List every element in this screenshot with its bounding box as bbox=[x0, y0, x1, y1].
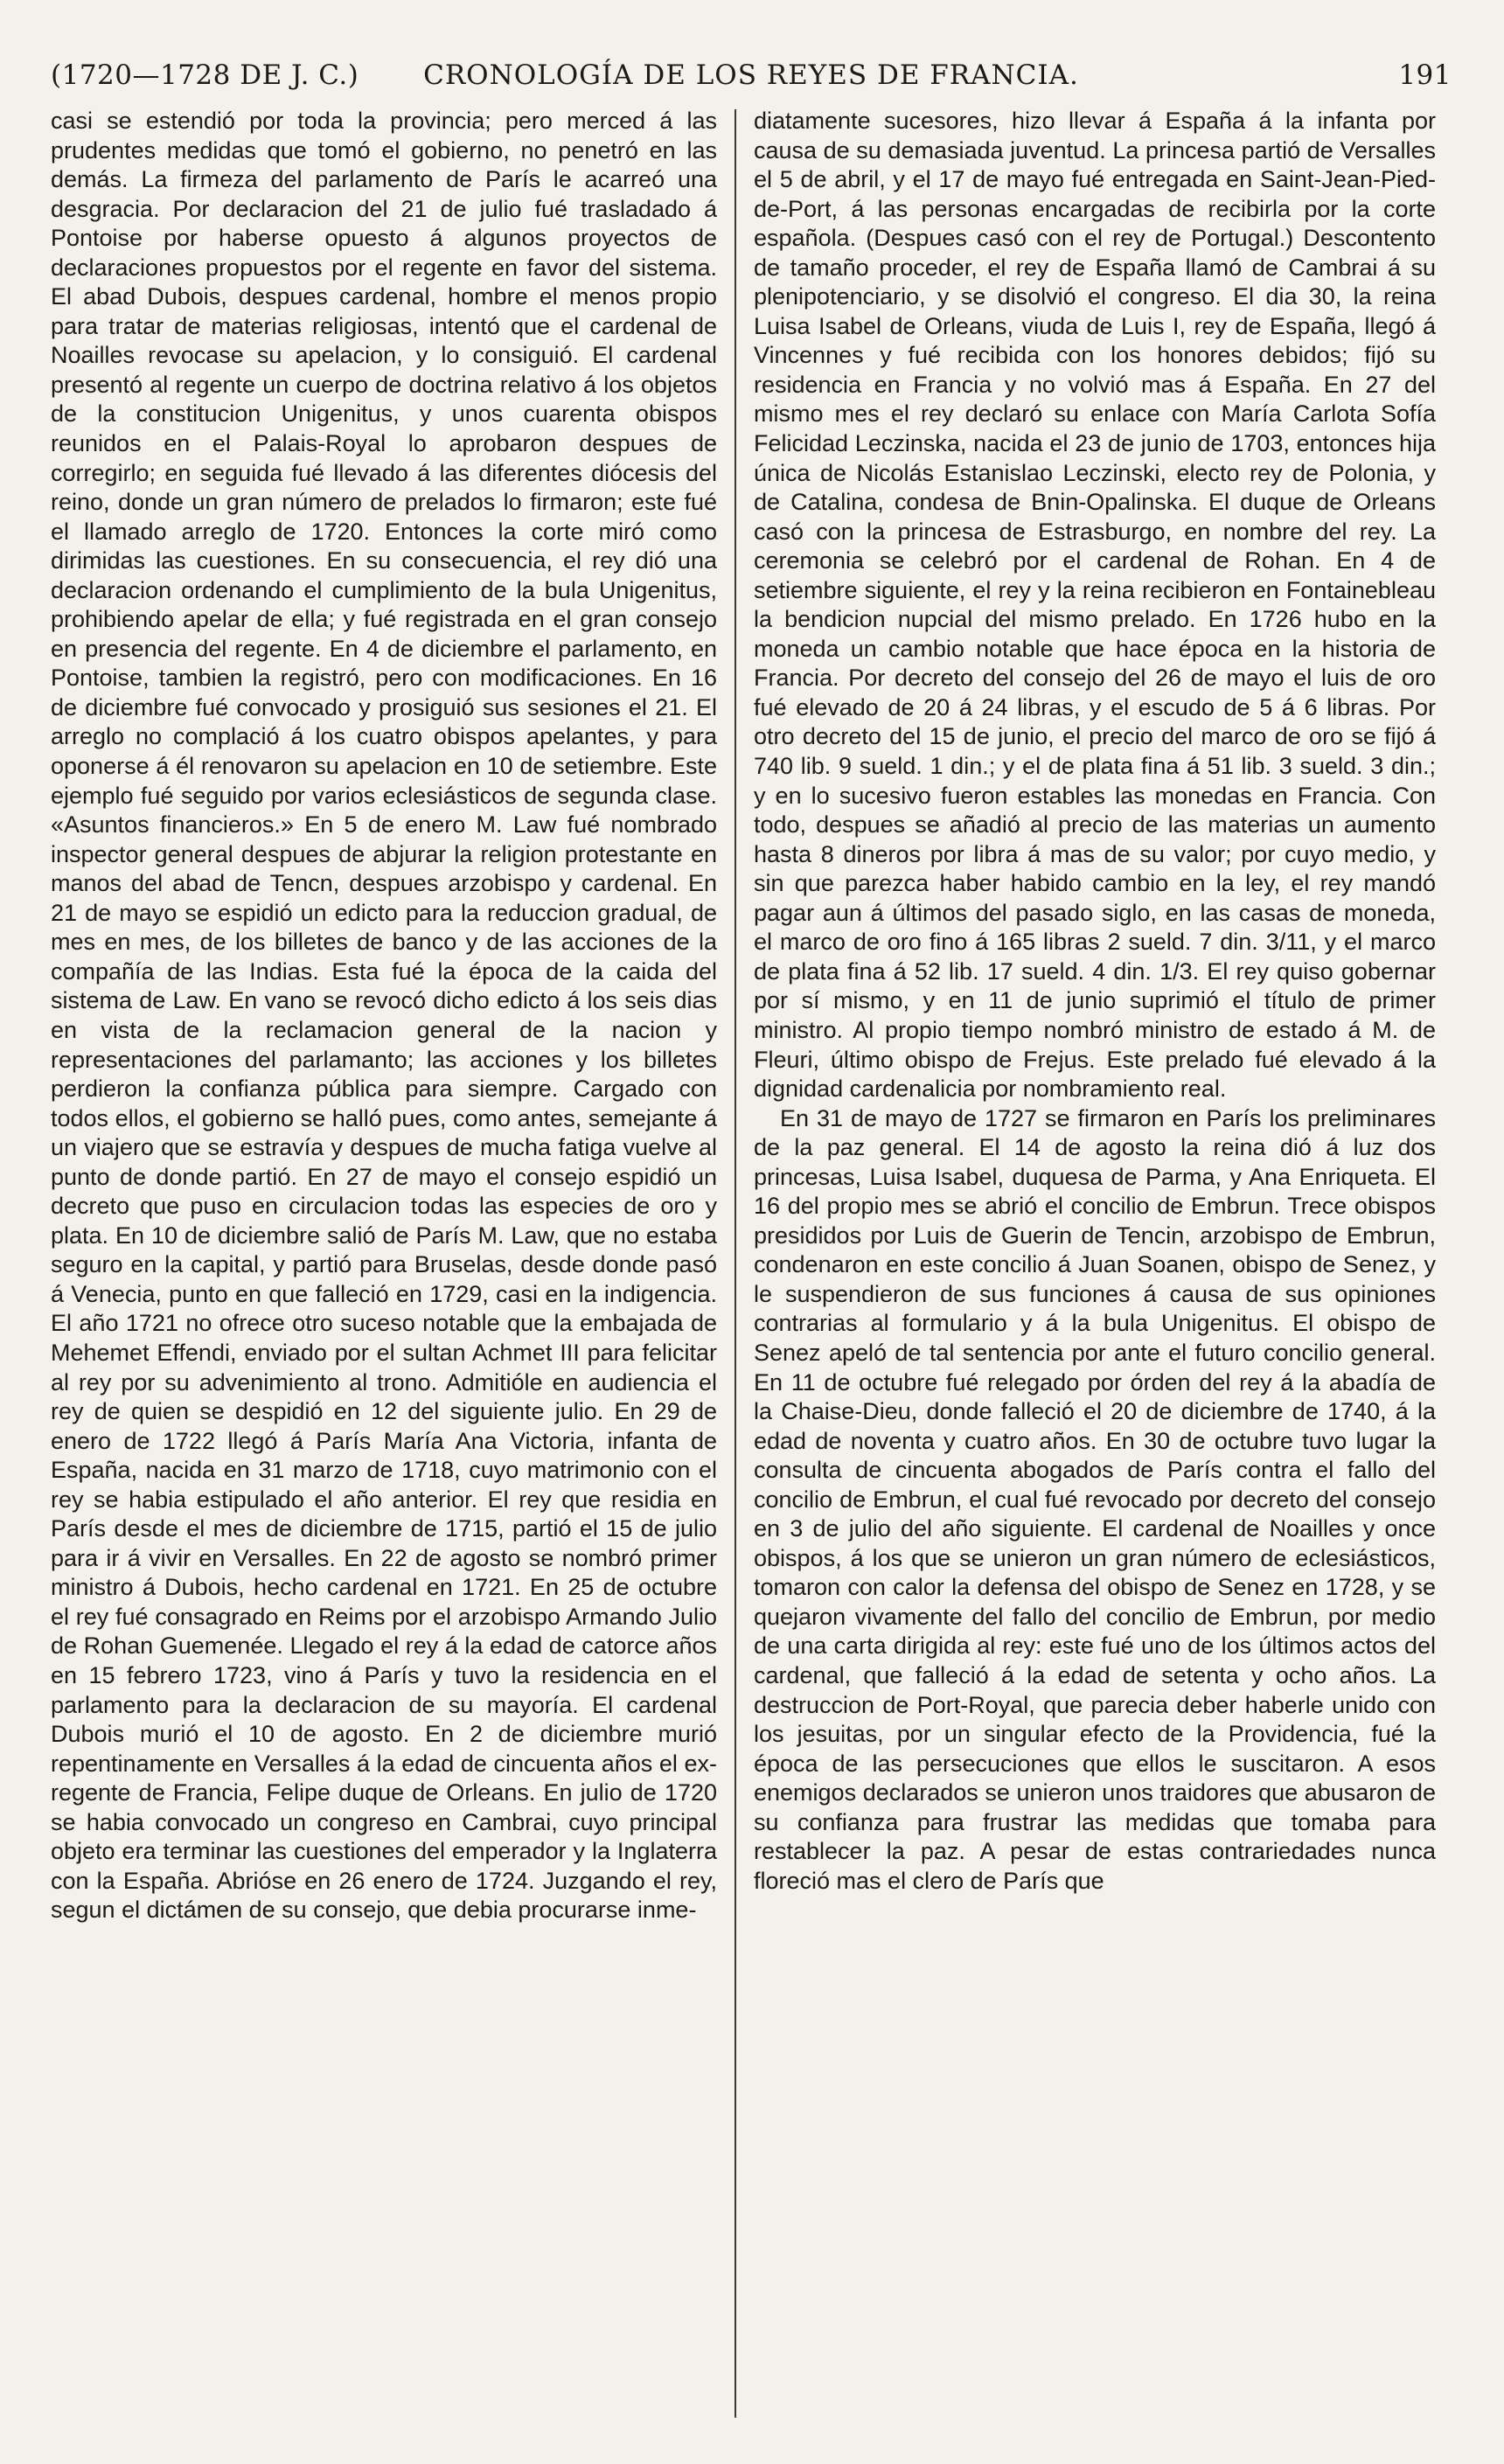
running-header bbox=[51, 52, 1452, 105]
right-column-paragraph-1: diatamente sucesores, hizo llevar á España á la infanta por causa de su demasiada juventud. La princesa partió de Versalles el 5 de abril, y el 17 de mayo fué entregada en Saint-Jean-Pied-de-Port, á las personas encargadas de recibirla por la corte española. (Despues casó con el rey de Portugal.) Descontento de tamaño proceder, el rey de España llamó de Cambrai á su plenipotenciario, y se disolvió el congreso. El dia 30, la reina Luisa Isabel de Orleans, viuda de Luis I, rey de España, llegó á Vincennes y fué recibida con los honores debidos; fijó su residencia en Francia y no volvió mas á España. En 27 del mismo mes el rey declaró su enlace con María Carlota Sofía Felicidad Leczinska, nacida el 23 de junio de 1703, entonces hija única de Nicolás Estanislao Leczinski, electo rey de Polonia, y de Catalina, condesa de Bnin-Opalinska. El duque de Orleans casó con la princesa de Estrasburgo, en nombre del rey. La ceremonia se celebró por el cardenal de Rohan. En 4 de setiembre siguiente, el rey y la reina recibieron en Fontainebleau la bendicion nupcial del mismo prelado. En 1726 hubo en la moneda un cambio notable que hace época en la historia de Francia. Por decreto del consejo del 26 de mayo el luis de oro fué elevado de 20 á 24 libras, y el escudo de 5 á 6 libras. Por otro decreto del 15 de junio, el precio del marco de oro se fijó á 740 lib. 9 sueld. 1 din.; y el de plata fina á 51 lib. 3 sueld. 3 din.; y en lo sucesivo fueron estables las monedas en Francia. Con todo, despues se añadió al precio de las materias un aumento hasta 8 dineros por libra á mas de su valor; por cuyo medio, y sin que parezca haber habido cambio en la ley, el rey mandó pagar aun á últimos del pasado siglo, en las casas de moneda, el marco de oro fino á 165 libras 2 sueld. 7 din. 3/11, y el marco de plata fina á 52 lib. 17 sueld. 4 din. 1/3. El rey quiso gobernar por sí mismo, y en 11 de junio suprimió el título de primer ministro. Al propio tiempo nombró ministro de estado á M. de Fleuri, último obispo de Frejus. Este prelado fué elevado á la dignidad cardenalicia por nombramiento real. bbox=[754, 108, 1436, 1103]
left-column bbox=[51, 107, 717, 1925]
header-years: (1720—1728 DE J. C.) bbox=[51, 59, 359, 91]
header-title: CRONOLOGÍA DE LOS REYES DE FRANCIA. bbox=[423, 59, 1079, 91]
left-column-text: casi se estendió por toda la provincia; pero merced á las prudentes medidas que tomó el gobierno, no penetró en las demás. La firmeza del parlamento de París le acarreó una desgracia. Por declaracion del 21 de julio fué trasladado á Pontoise por haberse opuesto á algunos proyectos de declaraciones propuestos por el regente en favor del sistema. El abad Dubois, despues cardenal, hombre el menos propio para tratar de materias religiosas, intentó que el cardenal de Noailles revocase su apelacion, y lo consiguió. El cardenal presentó al regente un cuerpo de doctrina relativo á los objetos de la constitucion Unigenitus, y unos cuarenta obispos reunidos en el Palais-Royal lo aprobaron despues de corregirlo; en seguida fué llevado á las diferentes diócesis del reino, donde un gran número de prelados lo firmaron; este fué el llamado arreglo de 1720. Entonces la corte miró como dirimidas las cuestiones. En su consecuencia, el rey dió una declaracion ordenando el cumplimiento de la bula Unigenitus, prohibiendo apelar de ella; y fué registrada en el gran consejo en presencia del regente. En 4 de diciembre el parlamento, en Pontoise, tambien la registró, pero con modificaciones. En 16 de diciembre fué convocado y prosiguió sus sesiones el 21. El arreglo no complació á los cuatro obispos apelantes, y para oponerse á él renovaron su apelacion en 10 de setiembre. Este ejemplo fué seguido por varios eclesiásticos de segunda clase. «Asuntos financieros.» En 5 de enero M. Law fué nombrado inspector general despues de abjurar la religion protestante en manos del abad de Tencn, despues arzobispo y cardenal. En 21 de mayo se espidió un edicto para la reduccion gradual, de mes en mes, de los billetes de banco y de las acciones de la compañía de las Indias. Esta fué la época de la caida del sistema de Law. En vano se revocó dicho edicto á los seis dias en vista de la reclamacion general de la nacion y representaciones del parlamanto; las acciones y los billetes perdieron la confianza pública para siempre. Cargado con todos ellos, el gobierno se halló pues, como antes, semejante á un viajero que se estravía y despues de mucha fatiga vuelve al punto de donde partió. En 27 de mayo el consejo espidió un decreto que puso en circulacion todas las especies de oro y plata. En 10 de diciembre salió de París M. Law, que no estaba seguro en la capital, y partió para Bruselas, desde donde pasó á Venecia, punto en que falleció en 1729, casi en la indigencia. El año 1721 no ofrece otro suceso notable que la embajada de Mehemet Effendi, enviado por el sultan Achmet III para felicitar al rey por su advenimiento al trono. Admitióle en audiencia el rey de quien se despidió en 12 del siguiente julio. En 29 de enero de 1722 llegó á París María Ana Victoria, infanta de España, nacida en 31 marzo de 1718, cuyo matrimonio con el rey se habia estipulado el año anterior. El rey que residia en París desde el mes de diciembre de 1715, partió el 15 de julio para ir á vivir en Versalles. En 22 de agosto se nombró primer ministro á Dubois, hecho cardenal en 1721. En 25 de octubre el rey fué consagrado en Reims por el arzobispo Armando Julio de Rohan Guemenée. Llegado el rey á la edad de catorce años en 15 febrero 1723, vino á París y tuvo la residencia en el parlamento para la declaracion de su mayoría. El cardenal Dubois murió el 10 de agosto. En 2 de diciembre murió repentinamente en Versalles á la edad de cincuenta años el ex-regente de Francia, Felipe duque de Orleans. En julio de 1720 se habia convocado un congreso en Cambrai, cuyo principal objeto era terminar las cuestiones del emperador y la Inglaterra con la España. Abrióse en 26 enero de 1724. Juzgando el rey, segun el dictámen de su consejo, que debia procurarse inme- bbox=[51, 108, 717, 1924]
right-column bbox=[754, 107, 1436, 1896]
right-column-paragraph-2: En 31 de mayo de 1727 se firmaron en París los preliminares de la paz general. El 14 de agosto la reina dió á luz dos princesas, Luisa Isabel, duquesa de Parma, y Ana Enriqueta. El 16 del propio mes se abrió el concilio de Embrun. Trece obispos presididos por Luis de Guerin de Tencin, arzobispo de Embrun, condenaron en este concilio á Juan Soanen, obispo de Senez, y le suspendieron de sus funciones á causa de sus opiniones contrarias al formulario y á la bula Unigenitus. El obispo de Senez apeló de tal sentencia por ante el futuro concilio general. En 11 de octubre fué relegado por órden del rey á la abadía de la Chaise-Dieu, donde falleció el 20 de diciembre de 1740, á la edad de noventa y cuatro años. En 30 de octubre tuvo lugar la consulta de cincuenta abogados de París contra el fallo del concilio de Embrun, el cual fué revocado por decreto del consejo en 3 de julio del año siguiente. El cardenal de Noailles y once obispos, á los que se unieron un gran número de eclesiásticos, tomaron con calor la defensa del obispo de Senez en 1728, y se quejaron vivamente del fallo del concilio de Embrun, por medio de una carta dirigida al rey: este fué uno de los últimos actos del cardenal, que falleció á la edad de setenta y ocho años. La destruccion de Port-Royal, que parecia deber haberle unido con los jesuitas, por un singular efecto de la Providencia, fué la época de las persecuciones que ellos le suscitaron. A esos enemigos declarados se unieron unos traidores que abusaron de su confianza para frustrar las medidas que tomaba para restablecer la paz. A pesar de estas contrariedades nunca floreció mas el clero de París que bbox=[754, 1104, 1436, 1894]
page-number: 191 bbox=[1398, 59, 1452, 91]
column-divider bbox=[735, 109, 736, 2418]
